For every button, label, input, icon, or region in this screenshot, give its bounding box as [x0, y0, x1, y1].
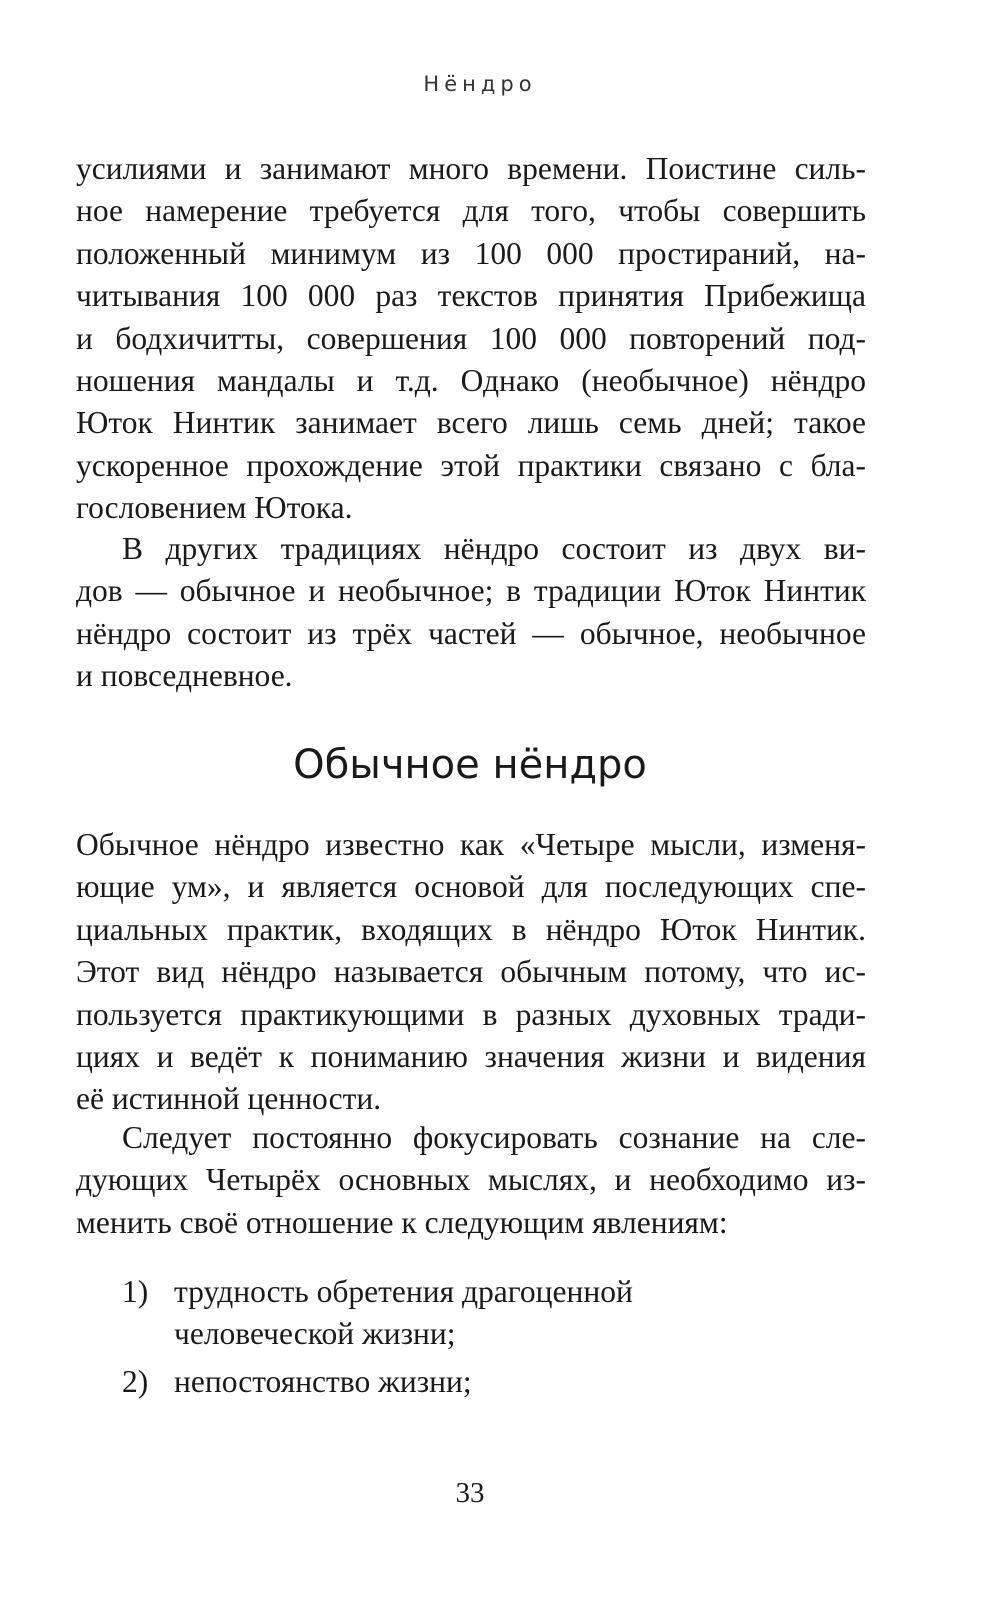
text-line: её истинной ценности.: [76, 1081, 382, 1117]
list-marker: 1): [122, 1274, 149, 1309]
paragraph-continuation: [76, 148, 866, 530]
text-line: пользуется практикующими в разных духовных тради-: [76, 996, 866, 1032]
text-line: В других традициях нёндро состоит из двух ви-: [122, 531, 866, 566]
paragraph-four-thoughts: [76, 1117, 866, 1244]
text-line: ношения мандалы и т.д. Однако (необычное) нёндро: [76, 363, 866, 399]
text-line: Обычное нёндро известно как «Четыре мысли, изменя-: [76, 827, 866, 862]
section-heading: Обычное нёндро: [293, 742, 647, 788]
page-number: 33: [455, 1477, 485, 1509]
text-line: ющие ум», и является основой для последующих спе-: [76, 869, 866, 905]
running-head: Нёндро: [423, 72, 537, 96]
text-line: дующих Четырёх основных мыслях, и необходимо из-: [76, 1162, 866, 1198]
text-line: ное намерение требуется для того, чтобы совершить: [76, 193, 866, 229]
text-line: ускоренное прохождение этой практики связано с бла-: [76, 447, 866, 483]
list-item: [122, 1361, 802, 1403]
text-line: усилиями и занимают много времени. Поистине силь-: [76, 151, 866, 186]
paragraph-traditions: [76, 528, 866, 698]
list-item-text: непостоянство жизни;: [174, 1363, 472, 1399]
list-marker: 2): [122, 1363, 149, 1399]
paragraph-ordinary-ngondro: [76, 824, 866, 1121]
text-line: циальных практик, входящих в нёндро Юток Нинтик.: [76, 911, 866, 947]
text-line: читывания 100 000 раз текстов принятия Прибежища: [76, 278, 866, 314]
text-line: циях и ведёт к пониманию значения жизни и видения: [76, 1039, 866, 1075]
text-line: положенный минимум из 100 000 простираний, на-: [76, 235, 866, 271]
text-line: дов — обычное и необычное; в традиции Юток Нинтик: [76, 573, 866, 609]
text-line: и повседневное.: [76, 658, 293, 694]
text-line: и бодхичитты, совершения 100 000 повторений под-: [76, 320, 866, 356]
list-item: [122, 1271, 802, 1356]
list-item-text: трудность обретения драгоценной: [174, 1274, 633, 1309]
text-line: Юток Нинтик занимает всего лишь семь дней; такое: [76, 405, 866, 441]
text-line: нёндро состоит из трёх частей — обычное, необычное: [76, 615, 866, 651]
text-line: менить своё отношение к следующим явлениям:: [76, 1204, 728, 1240]
text-line: Этот вид нёндро называется обычным потому, что ис-: [76, 954, 866, 990]
text-line: гословением Ютока.: [76, 490, 353, 526]
text-line: Следует постоянно фокусировать сознание на сле-: [122, 1120, 866, 1155]
four-thoughts-list: [122, 1271, 802, 1408]
list-item-text: человеческой жизни;: [174, 1316, 456, 1352]
